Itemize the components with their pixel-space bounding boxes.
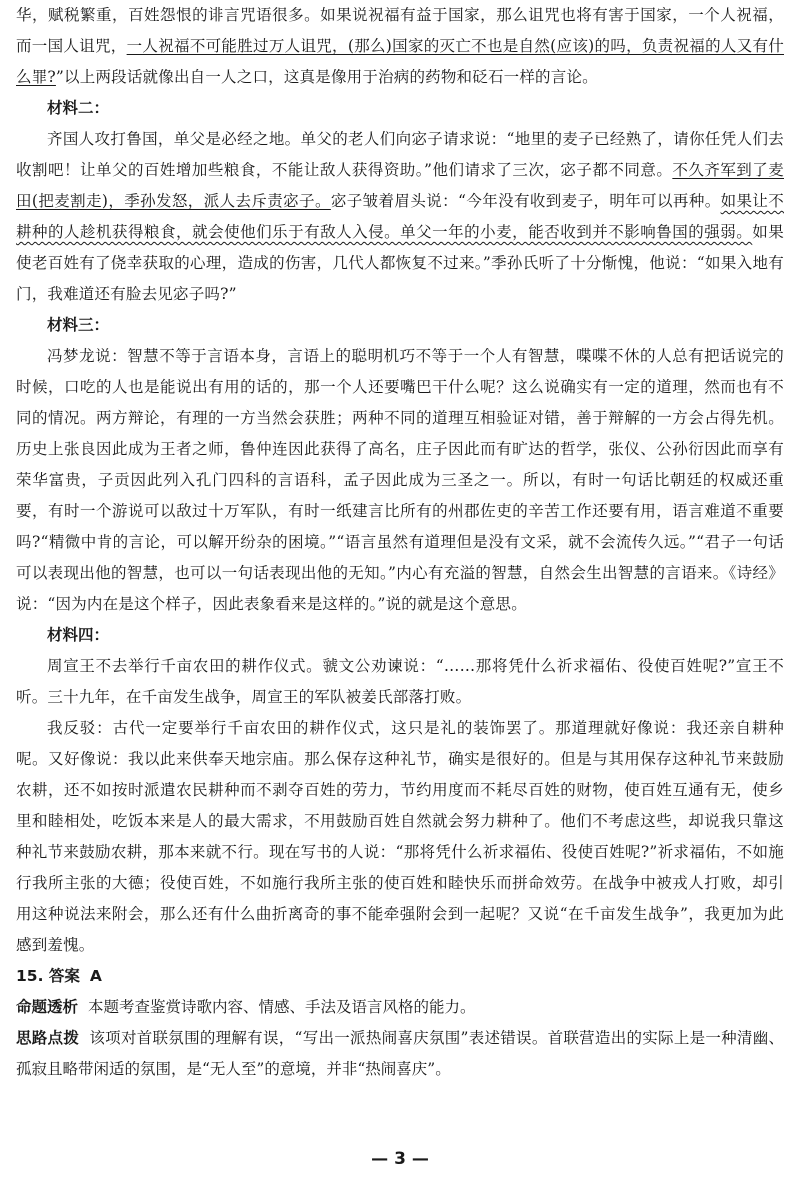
text-span: 华，赋税繁重，百姓怨恨的诽言咒语很多。如果说祝福有益于国家，那么诅咒也将有害于国家，一个人祝福，而一国人诅咒， (16, 6, 784, 55)
text-span: 齐国人攻打鲁国，单父是必经之地。单父的老人们向宓子请求说：“地里的麦子已经熟了，请你任凭人们去收割吧！让单父的百姓增加些粮食，不能让敌人获得资助。”他们请求了三次，宓子都不同意。 (16, 130, 784, 179)
hint-text: 该项对首联氛围的理解有误，“写出一派热闹喜庆氛围”表述错误。首联营造出的实际上是一种清幽、孤寂且略带闲适的氛围，是“无人至”的意境，并非“热闹喜庆”。 (16, 1029, 784, 1078)
analysis-label: 命题透析 (16, 998, 79, 1016)
material-three-heading: 材料三： (47, 316, 110, 334)
text-span: 宓子皱着眉头说：“今年没有收到麦子，明年可以再种。 (330, 192, 721, 210)
material-four-paragraph-2: 我反驳：古代一定要举行千亩农田的耕作仪式，这只是礼的装饰罢了。那道理就好像说：我还亲自耕种呢。又好像说：我以此来供奉天地宗庙。那么保存这种礼节，确实是很好的。但是与其用保存这种礼节来鼓励农耕，还不如按时派遣农民耕种而不剥夺百姓的劳力，节约用度而不耗尽百姓的财物，使百姓互通有无，使乡里和睦相处，吃饭本来是人的最大需求，不用鼓励百姓自然就会努力耕种了。他们不考虑这些，却说我只靠这种礼节来鼓励农耕，那本来就不行。现在写书的人说：“那将凭什么祈求福佑、役使百姓呢?”祈求福佑，不如施行我所主张的大德；役使百姓，不如施行我所主张的使百姓和睦快乐而拼命效劳。在战争中被戎人打败，却引用这种说法来附会，那么还有什么曲折离奇的事不能牵强附会到一起呢？又说“在千亩发生战争”，我更加为此感到羞愧。 (16, 719, 784, 954)
hint-label: 思路点拨 (16, 1029, 80, 1047)
wavy-underlined-sentence: 如果让不耕种的人趁机获得粮食，就会使他们乐于有敌人入侵。单父一年的小麦，能否收到并不影响鲁国的强弱。 (16, 192, 784, 241)
question-15-answer (16, 961, 784, 992)
hint-row (16, 1023, 784, 1085)
material-four-heading: 材料四： (47, 626, 110, 644)
underlined-sentence: 不久齐军到了麦田(把麦割走)，季孙发怒，派人去斥责宓子。 (16, 161, 784, 210)
text-span: ”以上两段话就像出自一人之口，这真是像用于治病的药物和砭石一样的言论。 (55, 68, 598, 86)
underlined-sentence: 一人祝福不可能胜过万人诅咒，(那么)国家的灭亡不也是自然(应该)的吗，负责祝福的人又有什么罪? (16, 37, 784, 86)
analysis-row (16, 992, 784, 1023)
page-content (16, 0, 784, 1085)
material-one-continued (16, 0, 784, 93)
text-span: 如果使老百姓有了侥幸获取的心理，造成的伤害，几代人都恢复不过来。”季孙氏听了十分惭愧，他说：“如果入地有门，我难道还有脸去见宓子吗?” (16, 223, 784, 303)
analysis-text: 本题考查鉴赏诗歌内容、情感、手法及语言风格的能力。 (88, 998, 476, 1016)
question-number: 15. 答案 (16, 967, 80, 985)
material-four-paragraph-1: 周宣王不去举行千亩农田的耕作仪式。虢文公劝谏说：“……那将凭什么祈求福佑、役使百姓呢?”宣王不听。三十九年，在千亩发生战争，周宣王的军队被姜氏部落打败。 (16, 657, 784, 706)
page-number: — 3 — (371, 1149, 429, 1169)
answer-value: A (89, 967, 102, 985)
material-three-paragraph: 冯梦龙说：智慧不等于言语本身，言语上的聪明机巧不等于一个人有智慧，喋喋不休的人总有把话说完的时候，口吃的人也是能说出有用的话的，那一个人还要嘴巴干什么呢？这么说确实有一定的道理，然而也有不同的情况。两方辩论，有理的一方当然会获胜；两种不同的道理互相验证对错，善于辩解的一方会占得先机。历史上张良因此成为王者之师，鲁仲连因此获得了高名，庄子因此而有旷达的哲学，张仪、公孙衍因此而享有荣华富贵，子贡因此列入孔门四科的言语科，孟子因此成为三圣之一。所以，有时一句话比朝廷的权威还重要，有时一个游说可以敌过十万军队，有时一纸建言比所有的州郡佐吏的辛苦工作还要有用，语言难道不重要吗?“精微中肯的言论，可以解开纷杂的困境。”“语言虽然有道理但是没有文采，就不会流传久远。”“君子一句话可以表现出他的智慧，也可以一句话表现出他的无知。”内心有充溢的智慧，自然会生出智慧的言语来。《诗经》说：“因为内在是这个样子，因此表象看来是这样的。”说的就是这个意思。 (16, 347, 784, 613)
material-two-heading: 材料二： (47, 99, 110, 117)
material-two-paragraph (16, 124, 784, 310)
